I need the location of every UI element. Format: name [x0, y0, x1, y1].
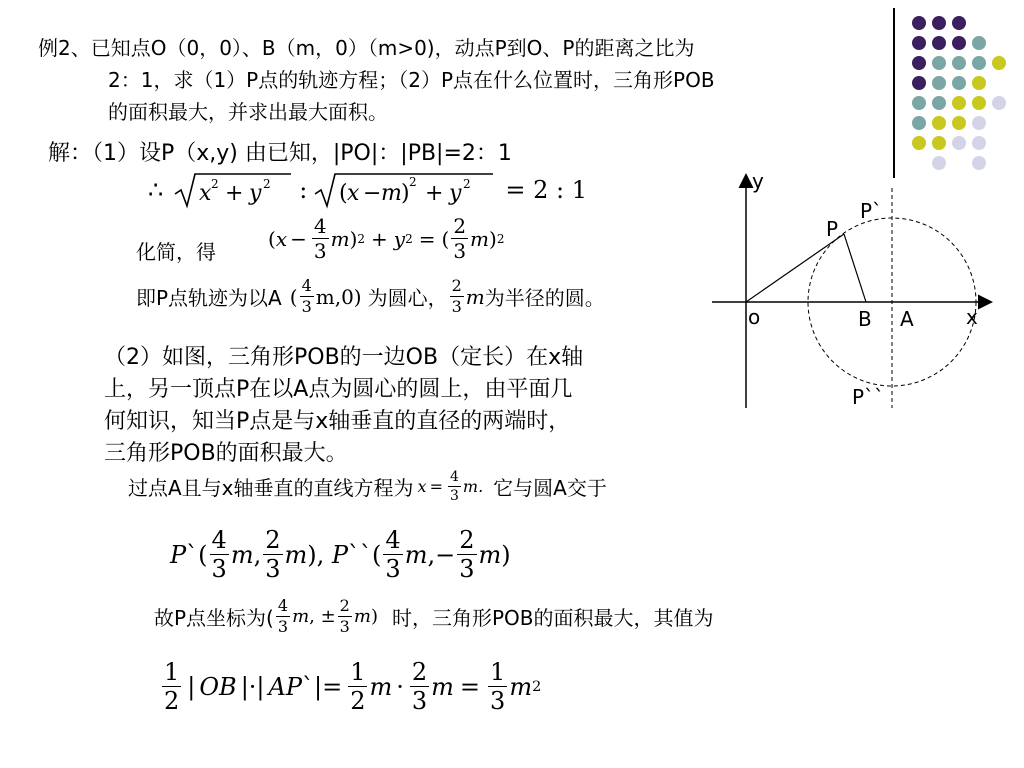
decor-divider	[893, 8, 895, 178]
decor-dot	[992, 56, 1006, 70]
decor-dot	[932, 16, 946, 30]
svg-text:(: (	[339, 181, 348, 206]
vertical-line-statement: 过点A且与x轴垂直的直线方程为 x = $\frac{4}{3}$ m. 它与圆A交于	[128, 469, 607, 504]
label-y: y	[752, 169, 764, 193]
decor-dot	[932, 56, 946, 70]
decor-dot	[972, 56, 986, 70]
svg-text:−: −	[363, 181, 382, 206]
label-x: x	[966, 305, 978, 329]
ratio-equation: ∴ x 2 + y 2 : ( x − m ) 2 + y 2 = 2 : 1	[148, 170, 587, 210]
part2-line-4: 三角形POB的面积最大。	[104, 441, 348, 466]
part2-line-3: 何知识，知当P点是与x轴垂直的直径的两端时，	[104, 409, 571, 434]
p-coordinate-statement: 故P点坐标为( $\frac{4}{3}$ m , ± $\frac{2}{3}$ m ) 时，三角形POB的面积最大，其值为	[154, 596, 714, 636]
decor-dot	[912, 76, 926, 90]
problem-line-2: 2：1，求（1）P点的轨迹方程；（2）P点在什么位置时，三角形POB	[108, 68, 715, 92]
svg-text:x: x	[199, 181, 212, 206]
max-area-equation: $\frac{1}{2}$ | OB |·| AP `|= $\frac{1}{2}$ m · $\frac{2}{3}$ m = $\frac{1}{3}$ m 2	[164, 658, 542, 715]
label-p-double-prime: P``	[852, 385, 885, 409]
decor-dot	[952, 76, 966, 90]
p-coord-suffix: 时，三角形POB的面积最大，其值为	[391, 606, 714, 630]
decor-dot	[912, 36, 926, 50]
segment-pb	[844, 234, 866, 302]
decor-dot	[952, 136, 966, 150]
fraction-2-3: $\frac{2}{3}$	[453, 214, 467, 263]
geometry-diagram	[700, 168, 1000, 418]
decor-dot	[912, 96, 926, 110]
locus-center: m,0)	[315, 284, 362, 309]
sqrt-po	[173, 170, 293, 210]
p-coord-prefix: 故P点坐标为(	[154, 606, 274, 630]
svg-text:y: y	[249, 181, 262, 206]
decor-dot	[972, 96, 986, 110]
decor-dot	[912, 56, 926, 70]
locus-suffix: 为半径的圆。	[484, 286, 605, 310]
label-o: o	[748, 305, 761, 329]
problem-line-3: 的面积最大，并求出最大面积。	[108, 100, 388, 124]
fraction-4-3: $\frac{4}{3}$	[313, 214, 327, 263]
decor-dot	[972, 136, 986, 150]
locus-prefix: 即P点轨迹为以A	[136, 286, 282, 310]
ratio-rhs: = 2 : 1	[505, 176, 587, 204]
decor-dot	[932, 136, 946, 150]
svg-text:2: 2	[409, 175, 418, 189]
simplified-equation: ( x − $\frac{4}{3}$ m ) 2 + y 2 = ( $\frac{2}{3}$ m ) 2	[268, 214, 505, 263]
decor-dot	[972, 76, 986, 90]
simplify-label: 化简，得	[136, 240, 216, 264]
solution-part1-intro: 解：（1）设P（x,y) 由已知，|PO|：|PB|=2：1	[48, 141, 512, 166]
decor-dot	[992, 96, 1006, 110]
svg-text:x: x	[347, 181, 360, 206]
svg-text:+: +	[225, 181, 244, 206]
decor-dot-grid	[910, 14, 1014, 170]
label-b: B	[858, 307, 872, 331]
decor-dot	[932, 76, 946, 90]
decor-dot	[952, 36, 966, 50]
locus-mid: 为圆心，	[367, 286, 448, 310]
decor-dot	[912, 16, 926, 30]
label-a: A	[900, 307, 914, 331]
part2-line-2: 上，另一顶点P在以A点为圆心的圆上，由平面几	[104, 377, 573, 402]
part2-line-1: （2）如图，三角形POB的一边OB（定长）在x轴	[104, 345, 584, 370]
decor-dot	[952, 116, 966, 130]
svg-text:2: 2	[263, 177, 271, 191]
decor-dot	[952, 96, 966, 110]
intersection-points: P `( $\frac{4}{3}$ m , $\frac{2}{3}$ m ), P ``( $\frac{4}{3}$ m ,− $\frac{2}{3}$ m )	[170, 526, 511, 583]
decor-dot	[972, 36, 986, 50]
svg-text:): )	[401, 181, 410, 206]
decor-dot	[952, 56, 966, 70]
decor-dot	[952, 16, 966, 30]
decor-dot	[912, 116, 926, 130]
problem-line-1: 例2、已知点O（0，0）、B（m，0）（m>0)，动点P到O、P的距离之比为	[38, 36, 695, 60]
segment-op	[746, 234, 844, 302]
decor-dot	[912, 136, 926, 150]
svg-text:2: 2	[463, 177, 472, 191]
label-p: P	[826, 217, 839, 241]
svg-text:2: 2	[211, 177, 219, 191]
vertical-line-suffix: 它与圆A交于	[493, 476, 607, 500]
decor-dot	[932, 116, 946, 130]
decor-dot	[932, 96, 946, 110]
decor-dot	[972, 116, 986, 130]
svg-text:m: m	[381, 181, 403, 206]
svg-text:+: +	[425, 181, 444, 206]
decor-dot	[932, 36, 946, 50]
svg-text:y: y	[449, 181, 462, 206]
vertical-line-prefix: 过点A且与x轴垂直的直线方程为	[128, 476, 414, 500]
therefore-symbol: ∴	[148, 176, 164, 204]
sqrt-pb	[313, 170, 495, 210]
locus-statement: 即P点轨迹为以A ( $\frac{4}{3}$ m,0) 为圆心， $\frac{2}{3}$ m 为半径的圆。	[136, 276, 605, 316]
label-p-prime: P`	[860, 199, 883, 223]
